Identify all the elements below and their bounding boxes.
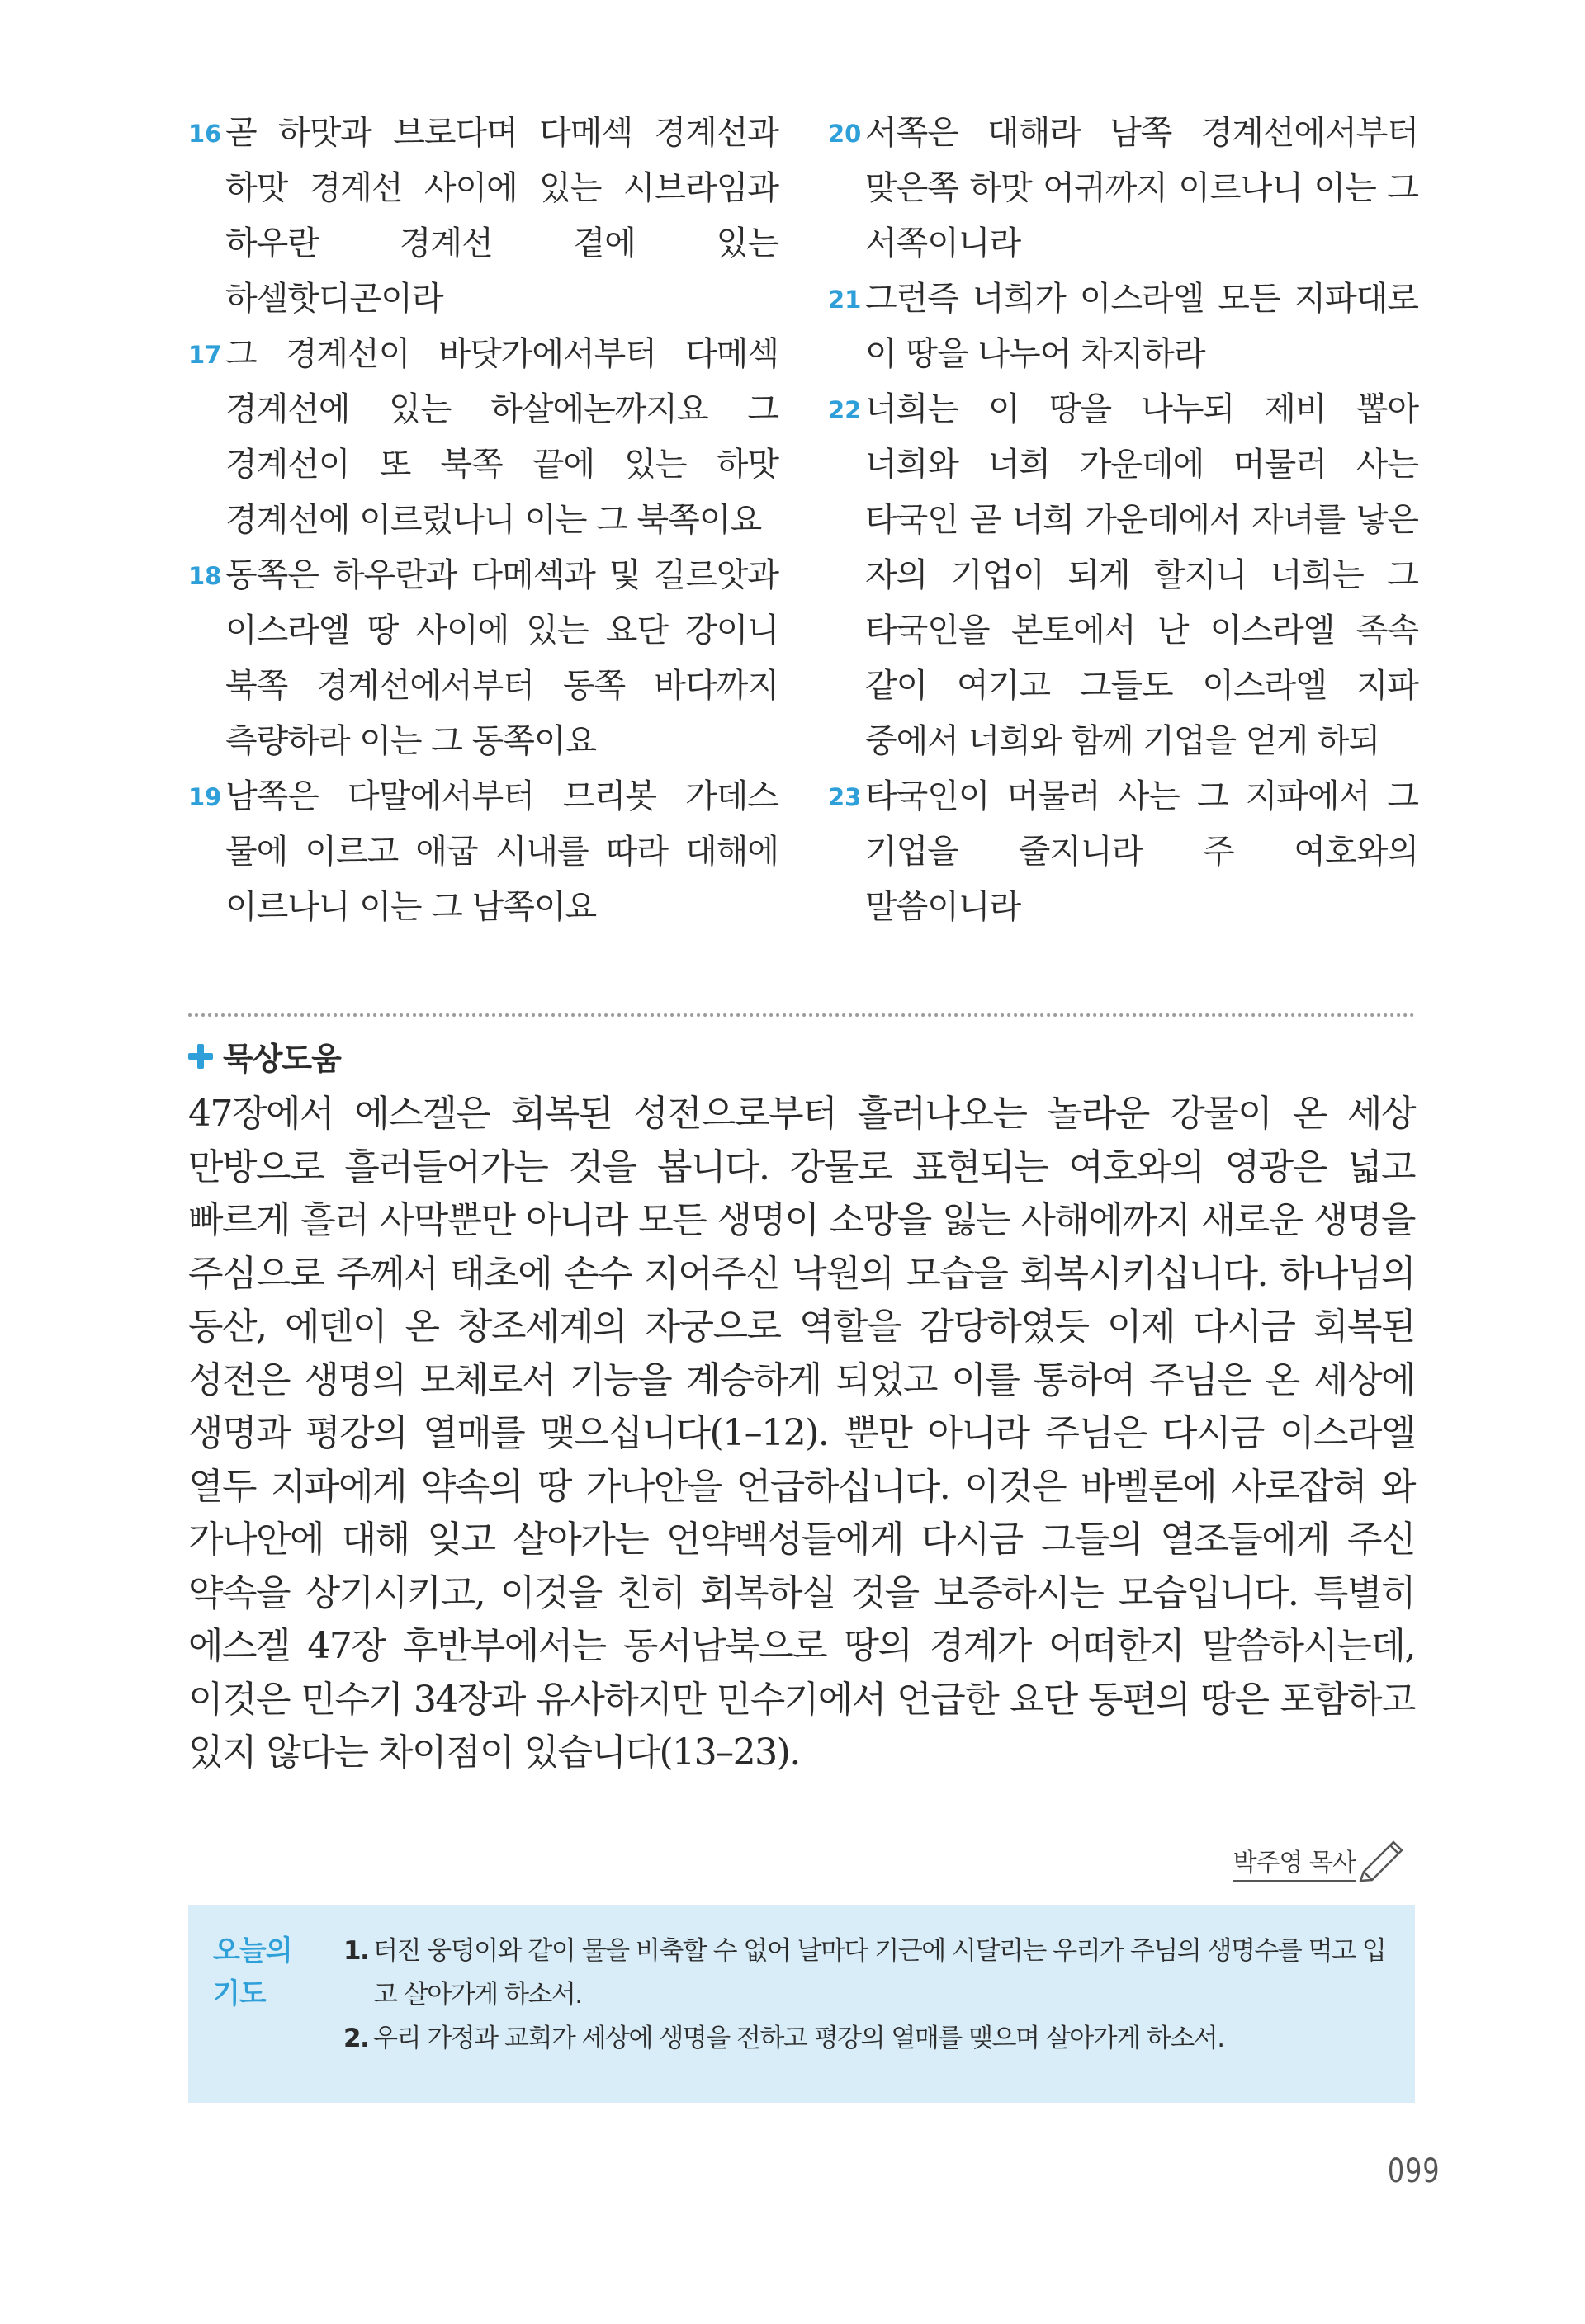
verse-21 [828,272,1418,382]
verse-text: 타국인이 머물러 사는 그 지파에서 그 기업을 줄지니라 주 여호와의 말씀이니라 [865,777,1418,926]
verse-text: 동쪽은 하우란과 다메섹과 및 길르앗과 이스라엘 땅 사이에 있는 요단 강이니 북쪽 경계선에서부터 동쪽 바다까지 측량하라 이는 그 동쪽이요 [225,556,778,760]
verse-16 [188,106,778,327]
section-divider [188,1013,1415,1017]
prayer-list [343,1930,1392,2061]
pencil-icon [1357,1835,1408,1882]
verse-number: 21 [828,286,862,314]
verse-number: 17 [188,341,222,369]
verse-text: 남쪽은 다말에서부터 므리봇 가데스 물에 이르고 애굽 시내를 따라 대해에 이르나니 이는 그 남쪽이요 [225,777,778,926]
prayer-item-number: 1. [343,1936,369,1966]
verse-number: 22 [828,396,862,424]
verse-number: 18 [188,562,222,590]
verse-number: 23 [828,783,862,811]
author-signature [1233,1835,1408,1882]
verse-text: 서쪽은 대해라 남쪽 경계선에서부터 맞은쪽 하맛 어귀까지 이르나니 이는 그 서쪽이니라 [865,114,1418,262]
prayer-label [213,1930,292,2015]
plus-icon [188,1044,213,1069]
meditation-body: 47장에서 에스겔은 회복된 성전으로부터 흘러나오는 놀라운 강물이 온 세상 만방으로 흘러들어가는 것을 봅니다. 강물로 표현되는 여호와의 영광은 넓고 빠르게 흘러 사막뿐만 아니라 모든 생명이 소망을 잃는 사해에까지 새로운 생명을 주심으로 주께서 태초에 손수 지어주신 낙원의 모습을 회복시키십니다. 하나님의 동산, 에덴이 온 창조세계의 자궁으로 역할을 감당하였듯 이제 다시금 회복된 성전은 생명의 모체로서 기능을 계승하게 되었고 이를 통하여 주님은 온 세상에 생명과 평강의 열매를 맺으십니다(1–12). 뿐만 아니라 주님은 다시금 이스라엘 열두 지파에게 약속의 땅 가나안을 언급하십니다. 이것은 바벨론에 사로잡혀 와 가나안에 대해 잊고 살아가는 언약백성들에게 다시금 그들의 열조들에게 주신 약속을 상기시키고, 이것을 친히 회복하실 것을 보증하시는 모습입니다. 특별히 에스겔 47장 후반부에서는 동서남북으로 땅의 경계가 어떠한지 말씀하시는데, 이것은 민수기 34장과 유사하지만 민수기에서 언급한 요단 동편의 땅은 포함하고 있지 않다는 차이점이 있습니다(13–23). [188,1093,1415,1774]
prayer-item-text: 터진 웅덩이와 같이 물을 비축할 수 없어 날마다 기근에 시달리는 우리가 주님의 생명수를 먹고 입고 살아가게 하소서. [373,1936,1386,2010]
verse-columns [188,106,1418,935]
verse-19 [188,769,778,935]
prayer-item [343,1930,1392,2017]
verse-17 [188,327,778,548]
verse-column-left [188,106,778,935]
prayer-box [188,1905,1415,2103]
prayer-label-line2: 기도 [213,1977,266,2010]
page-number: 099 [1387,2152,1440,2190]
prayer-item [343,2017,1392,2061]
verse-text: 그 경계선이 바닷가에서부터 다메섹 경계선에 있는 하살에논까지요 그 경계선이 또 북쪽 끝에 있는 하맛 경계선에 이르렀나니 이는 그 북쪽이요 [225,335,778,539]
verse-number: 20 [828,120,862,148]
verse-text: 곧 하맛과 브로다며 다메섹 경계선과 하맛 경계선 사이에 있는 시브라임과 하우란 경계선 곁에 있는 하셀핫디곤이라 [225,114,778,318]
verse-20 [828,106,1418,272]
verse-number: 16 [188,120,222,148]
verse-column-right [828,106,1418,935]
author-name: 박주영 목사 [1233,1842,1356,1882]
prayer-label-line1: 오늘의 [213,1934,292,1967]
prayer-item-text: 우리 가정과 교회가 세상에 생명을 전하고 평강의 열매를 맺으며 살아가게 하소서. [373,2024,1224,2053]
verse-text: 너희는 이 땅을 나누되 제비 뽑아 너희와 너희 가운데에 머물러 사는 타국인 곧 너희 가운데에서 자녀를 낳은 자의 기업이 되게 할지니 너희는 그 타국인을 본토에서 난 이스라엘 족속 같이 여기고 그들도 이스라엘 지파 중에서 너희와 함께 기업을 얻게 하되 [865,390,1418,760]
meditation-header [188,1033,341,1079]
meditation-title: 묵상도움 [223,1041,341,1077]
verse-18 [188,548,778,769]
verse-23 [828,769,1418,935]
verse-number: 19 [188,783,222,811]
prayer-item-number: 2. [343,2024,369,2053]
verse-text: 그런즉 너희가 이스라엘 모든 지파대로 이 땅을 나누어 차지하라 [865,280,1418,373]
verse-22 [828,382,1418,769]
